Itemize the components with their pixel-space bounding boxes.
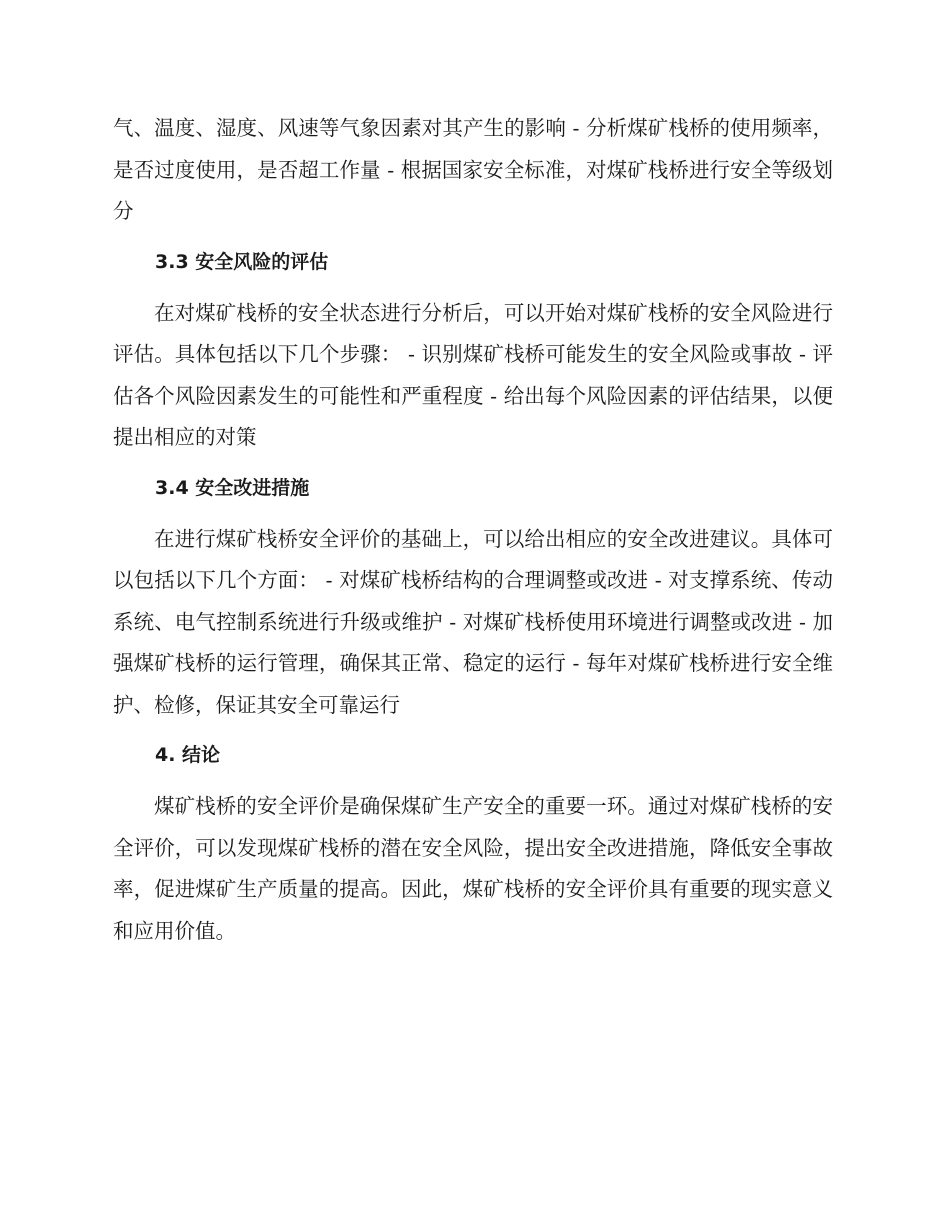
paragraph-improvement-measures: 在进行煤矿栈桥安全评价的基础上，可以给出相应的安全改进建议。具体可以包括以下几个方面： - 对煤矿栈桥结构的合理调整或改进 - 对支撑系统、传动系统、电气控制系统进行升级或维护 - 对煤矿栈桥使用环境进行调整或改进 - 加强煤矿栈桥的运行管理，确保其正常、稳定的运行 - 每年对煤矿栈桥进行安全维护、检修，保证其安全可靠运行	[113, 526, 833, 717]
section-heading-3-4: 3.4 安全改进措施	[155, 476, 310, 499]
section-heading-3-3: 3.3 安全风险的评估	[155, 250, 329, 273]
paragraph-risk-assessment: 在对煤矿栈桥的安全状态进行分析后，可以开始对煤矿栈桥的安全风险进行评估。具体包括以下几个步骤： - 识别煤矿栈桥可能发生的安全风险或事故 - 评估各个风险因素发生的可能性和严重程度 - 给出每个风险因素的评估结果，以便提出相应的对策	[113, 300, 833, 449]
paragraph-continuation: 气、温度、湿度、风速等气象因素对其产生的影响 - 分析煤矿栈桥的使用频率，是否过度使用，是否超工作量 - 根据国家安全标准，对煤矿栈桥进行安全等级划分	[113, 116, 833, 223]
paragraph-conclusion: 煤矿栈桥的安全评价是确保煤矿生产安全的重要一环。通过对煤矿栈桥的安全评价，可以发现煤矿栈桥的潜在安全风险，提出安全改进措施，降低安全事故率，促进煤矿生产质量的提高。因此，煤矿栈桥的安全评价具有重要的现实意义和应用价值。	[113, 794, 833, 943]
section-heading-4: 4. 结论	[155, 744, 221, 766]
document-body	[113, 108, 833, 952]
